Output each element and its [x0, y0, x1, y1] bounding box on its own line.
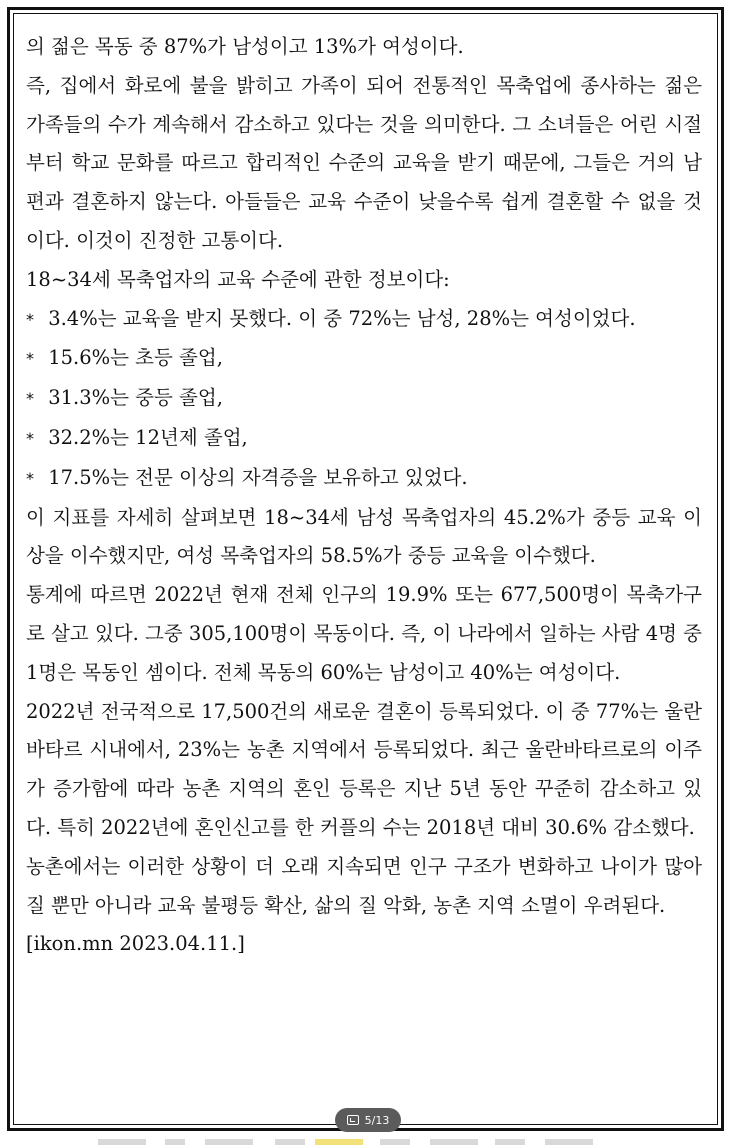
- paragraph: 이 지표를 자세히 살펴보면 18~34세 남성 목축업자의 45.2%가 중등 교육 이상을 이수했지만, 여성 목축업자의 58.5%가 중등 교육을 이수했다.: [26, 505, 702, 568]
- source-citation: [ikon.mn 2023.04.11.]: [26, 932, 245, 956]
- page-indicator[interactable]: [335, 1108, 401, 1132]
- thumbnail[interactable]: [545, 1139, 593, 1145]
- list-item-text: 17.5%는 전문 이상의 자격증을 보유하고 있었다.: [48, 465, 468, 489]
- thumbnail[interactable]: [495, 1139, 525, 1145]
- list-item: [26, 379, 702, 419]
- bullet-mark: *: [26, 468, 34, 488]
- list-item: [26, 459, 702, 499]
- bullet-mark: *: [26, 309, 34, 329]
- thumbnail-active[interactable]: [315, 1139, 363, 1145]
- bullet-mark: *: [26, 389, 34, 409]
- list-item: [26, 419, 702, 459]
- thumbnail[interactable]: [275, 1139, 305, 1145]
- paragraph: 통계에 따르면 2022년 현재 전체 인구의 19.9% 또는 677,500명이 목축가구로 살고 있다. 그중 305,100명이 목동이다. 즉, 이 나라에서 일하는 사람 4명 중 1명은 목동인 셈이다. 전체 목동의 60%는 남성이고 40%는 여성이다.: [26, 583, 702, 684]
- paragraph: 18~34세 목축업자의 교육 수준에 관한 정보이다:: [26, 267, 450, 291]
- list-item: [26, 339, 702, 379]
- list-item-text: 15.6%는 초등 졸업,: [48, 346, 223, 370]
- thumbnail-strip: [0, 1139, 738, 1145]
- page-icon: [347, 1115, 359, 1125]
- thumbnail[interactable]: [430, 1139, 478, 1145]
- thumbnail[interactable]: [98, 1139, 146, 1145]
- thumbnail[interactable]: [380, 1139, 410, 1145]
- paragraph: 즉, 집에서 화로에 불을 밝히고 가족이 되어 전통적인 목축업에 종사하는 젊은 가족들의 수가 계속해서 감소하고 있다는 것을 의미한다. 그 소녀들은 어린 시절부터 학교 문화를 따르고 합리적인 수준의 교육을 받기 때문에, 그들은 거의 남편과 결혼하지 않는다. 아들들은 교육 수준이 낮을수록 쉽게 결혼할 수 없을 것이다. 이것이 진정한 고통이다.: [26, 73, 702, 252]
- list-item: [26, 300, 702, 340]
- bullet-mark: *: [26, 349, 34, 369]
- list-item-text: 31.3%는 중등 졸업,: [48, 386, 223, 410]
- paragraph: 2022년 전국적으로 17,500건의 새로운 결혼이 등록되었다. 이 중 77%는 울란바타르 시내에서, 23%는 농촌 지역에서 등록되었다. 최근 울란바타르로의 이주가 증가함에 따라 농촌 지역의 혼인 등록은 지난 5년 동안 꾸준히 감소하고 있다. 특히 2022년에 혼인신고를 한 커플의 수는 2018년 대비 30.6% 감소했다.: [26, 699, 702, 839]
- document-body: [26, 28, 702, 964]
- thumbnail[interactable]: [165, 1139, 185, 1145]
- list-item-text: 32.2%는 12년제 졸업,: [48, 425, 248, 449]
- bullet-mark: *: [26, 428, 34, 448]
- thumbnail[interactable]: [205, 1139, 253, 1145]
- list-item-text: 3.4%는 교육을 받지 못했다. 이 중 72%는 남성, 28%는 여성이었다.: [48, 306, 636, 330]
- paragraph: 농촌에서는 이러한 상황이 더 오래 지속되면 인구 구조가 변화하고 나이가 많아질 뿐만 아니라 교육 불평등 확산, 삶의 질 악화, 농촌 지역 소멸이 우려된다.: [26, 854, 702, 917]
- paragraph: 의 젊은 목동 중 87%가 남성이고 13%가 여성이다.: [26, 35, 464, 58]
- page-indicator-label: 5/13: [364, 1113, 390, 1127]
